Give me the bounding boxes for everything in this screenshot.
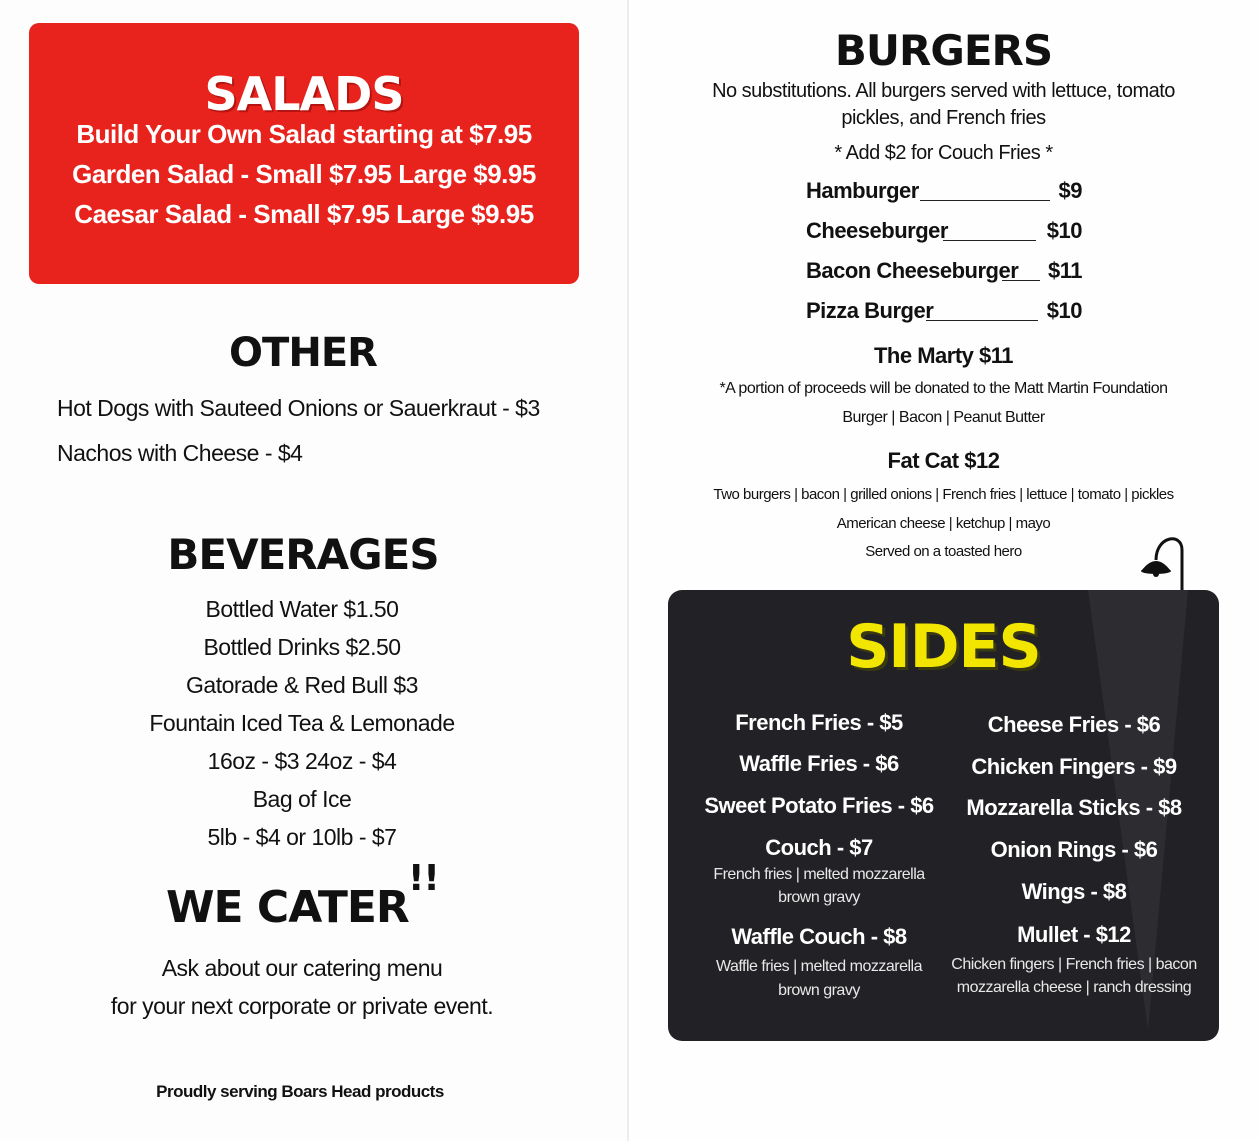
burger-row (806, 218, 1082, 246)
burgers-note: pickles, and French fries (841, 107, 1046, 129)
catering-exclaim: !! (408, 858, 439, 899)
beverage-line: Bottled Drinks $2.50 (203, 634, 401, 660)
beverage-line: Bag of Ice (252, 786, 352, 812)
couch-fries-note: * Add $2 for Couch Fries * (834, 142, 1053, 164)
burger-row (806, 298, 1082, 326)
beverage-line: Gatorade & Red Bull $3 (186, 672, 418, 698)
other-item: Nachos with Cheese - $4 (57, 440, 303, 466)
beverage-line: 16oz - $3 24oz - $4 (207, 748, 397, 774)
side-desc: brown gravy (778, 889, 860, 906)
sides-title: SIDES (846, 612, 1041, 682)
burger-price: $9 (1058, 178, 1082, 203)
burgers-note: No substitutions. All burgers served with lettuce, tomato (712, 80, 1175, 102)
marty-desc: Burger | Bacon | Peanut Butter (842, 409, 1045, 426)
burger-name: Pizza Burger (806, 298, 934, 323)
burger-price: $10 (1046, 218, 1082, 243)
salads-line: Caesar Salad - Small $7.95 Large $9.95 (74, 199, 534, 229)
footer-note: Proudly serving Boars Head products (156, 1082, 444, 1101)
beverage-line: Bottled Water $1.50 (205, 596, 399, 622)
salads-line: Build Your Own Salad starting at $7.95 (76, 119, 532, 149)
salads-box (29, 23, 579, 284)
burger-name: Hamburger (806, 178, 919, 203)
side-desc: Waffle fries | melted mozzarella (715, 958, 922, 975)
side-item: Mullet - $12 (1017, 922, 1131, 947)
marty-note: *A portion of proceeds will be donated to the Matt Martin Foundation (719, 380, 1168, 397)
page-fold (627, 0, 629, 1141)
burger-name: Bacon Cheeseburger (806, 258, 1019, 283)
side-desc: mozzarella cheese | ranch dressing (956, 979, 1192, 996)
leader-line (943, 240, 1036, 241)
fatcat-desc: Two burgers | bacon | grilled onions | French fries | lettuce | tomato | pickles (713, 486, 1174, 503)
other-title: OTHER (229, 330, 377, 376)
side-item: Couch - $7 (765, 835, 873, 860)
side-item: Waffle Couch - $8 (731, 924, 907, 949)
catering-title: WE CATER (166, 882, 409, 933)
salads-line: Garden Salad - Small $7.95 Large $9.95 (72, 159, 536, 189)
hanging-lamp-icon (1128, 530, 1188, 592)
side-item: French Fries - $5 (735, 710, 903, 735)
burger-price: $10 (1046, 298, 1082, 323)
side-item: Mozzarella Sticks - $8 (966, 795, 1182, 820)
beverage-line: Fountain Iced Tea & Lemonade (149, 710, 455, 736)
burger-row (806, 258, 1082, 286)
leader-line (926, 320, 1038, 321)
side-item: Chicken Fingers - $9 (971, 754, 1177, 779)
salads-title: SALADS (204, 67, 404, 121)
side-item: Wings - $8 (1021, 879, 1127, 904)
side-desc: French fries | melted mozzarella (713, 866, 925, 883)
side-item: Sweet Potato Fries - $6 (704, 793, 934, 818)
catering-line: for your next corporate or private event. (110, 993, 494, 1019)
catering-line: Ask about our catering menu (161, 955, 443, 981)
side-item: Waffle Fries - $6 (739, 751, 899, 776)
side-desc: brown gravy (778, 982, 860, 999)
leader-line (920, 200, 1050, 201)
leader-line (1002, 280, 1040, 281)
beverage-line: 5lb - $4 or 10lb - $7 (207, 824, 397, 850)
other-item: Hot Dogs with Sauteed Onions or Sauerkraut - $3 (57, 395, 540, 421)
burgers-title: BURGERS (834, 26, 1053, 75)
burger-name: Cheeseburger (806, 218, 948, 243)
fatcat-title: Fat Cat $12 (887, 448, 1000, 473)
burger-row (806, 178, 1082, 206)
marty-title: The Marty $11 (873, 343, 1013, 368)
beverages-title: BEVERAGES (167, 530, 439, 579)
side-item: Onion Rings - $6 (990, 837, 1158, 862)
fatcat-desc: American cheese | ketchup | mayo (836, 515, 1051, 532)
side-desc: Chicken fingers | French fries | bacon (951, 956, 1197, 973)
side-item: Cheese Fries - $6 (987, 712, 1161, 737)
burger-price: $11 (1048, 258, 1082, 283)
fatcat-desc: Served on a toasted hero (865, 543, 1022, 560)
